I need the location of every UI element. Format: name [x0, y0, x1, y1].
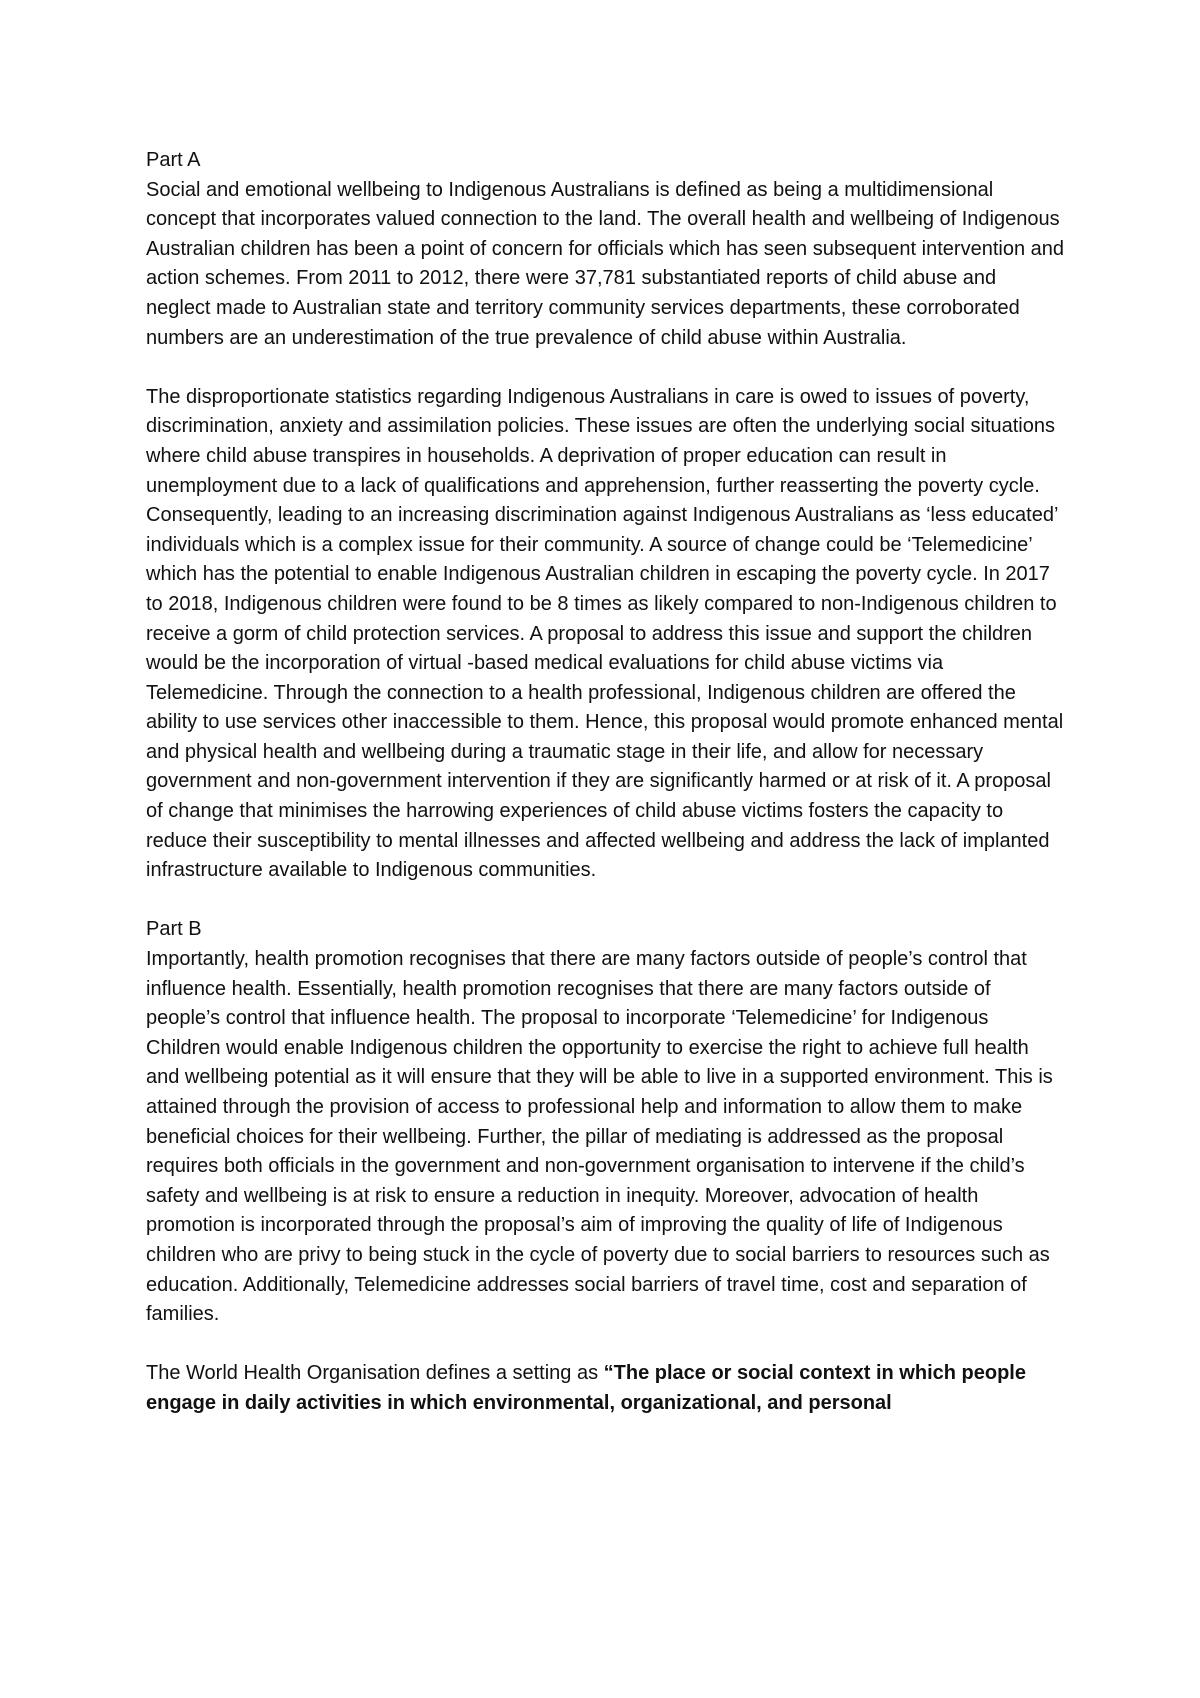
part-a-paragraph-2: The disproportionate statistics regarding Indigenous Australians in care is owed to issues of poverty, discrimination, anxiety and assimilation policies. These issues are often the underlying social situations where child abuse transpires in households. A deprivation of proper education can result in unemployment due to a lack of qualifications and apprehension, further reasserting the poverty cycle. Consequently, leading to an increasing discrimination against Indigenous Australians as ‘less educated’ individuals which is a complex issue for their community. A source of change could be ‘Telemedicine’ which has the potential to enable Indigenous Australian children in escaping the poverty cycle. In 2017 to 2018, Indigenous children were found to be 8 times as likely compared to non-Indigenous children to receive a gorm of child protection services. A proposal to address this issue and support the children would be the incorporation of virtual -based medical evaluations for child abuse victims via Telemedicine. Through the connection to a health professional, Indigenous children are offered the ability to use services other inaccessible to them. Hence, this proposal would promote enhanced mental and physical health and wellbeing during a traumatic stage in their life, and allow for necessary government and non-government intervention if they are significantly harmed or at risk of it. A proposal of change that minimises the harrowing experiences of child abuse victims fosters the capacity to reduce their susceptibility to mental illnesses and affected wellbeing and address the lack of implanted infrastructure available to Indigenous communities. — [146, 385, 1064, 882]
part-a-paragraph-1: Social and emotional wellbeing to Indigenous Australians is defined as being a multidimensional concept that incorporates valued connection to the land. The overall health and wellbeing of Indigenous Australian children has been a point of concern for officials which has seen subsequent intervention and action schemes. From 2011 to 2012, there were 37,781 substantiated reports of child abuse and neglect made to Australian state and territory community services departments, these corroborated numbers are an underestimation of the true prevalence of child abuse within Australia. — [146, 178, 1064, 349]
part-b-section — [146, 915, 1064, 1329]
document-body — [146, 146, 1064, 1448]
who-definition-quote: “The place or social context in which people engage in daily activities in which environmental, organizational, and personal — [146, 1362, 1026, 1414]
who-definition-intro: The World Health Organisation defines a setting as — [146, 1362, 604, 1385]
part-a-heading: Part A — [146, 149, 201, 171]
part-b-paragraph-1: Importantly, health promotion recognises that there are many factors outside of people’s control that influence health. Essentially, health promotion recognises that there are many factors outside of people’s control that influence health. The proposal to incorporate ‘Telemedicine’ for Indigenous Children would enable Indigenous children the opportunity to exercise the right to achieve full health and wellbeing potential as it will ensure that they will be able to live in a supported environment. This is attained through the provision of access to professional help and information to allow them to make beneficial choices for their wellbeing. Further, the pillar of mediating is addressed as the proposal requires both officials in the government and non-government organisation to intervene if the child’s safety and wellbeing is at risk to ensure a reduction in inequity. Moreover, advocation of health promotion is incorporated through the proposal’s aim of improving the quality of life of Indigenous children who are privy to being stuck in the cycle of poverty due to social barriers to resources such as education. Additionally, Telemedicine addresses social barriers of travel time, cost and separation of families. — [146, 948, 1053, 1326]
part-b-paragraph-2 — [146, 1359, 1064, 1418]
part-a-section — [146, 146, 1064, 353]
part-b-heading: Part B — [146, 918, 202, 941]
